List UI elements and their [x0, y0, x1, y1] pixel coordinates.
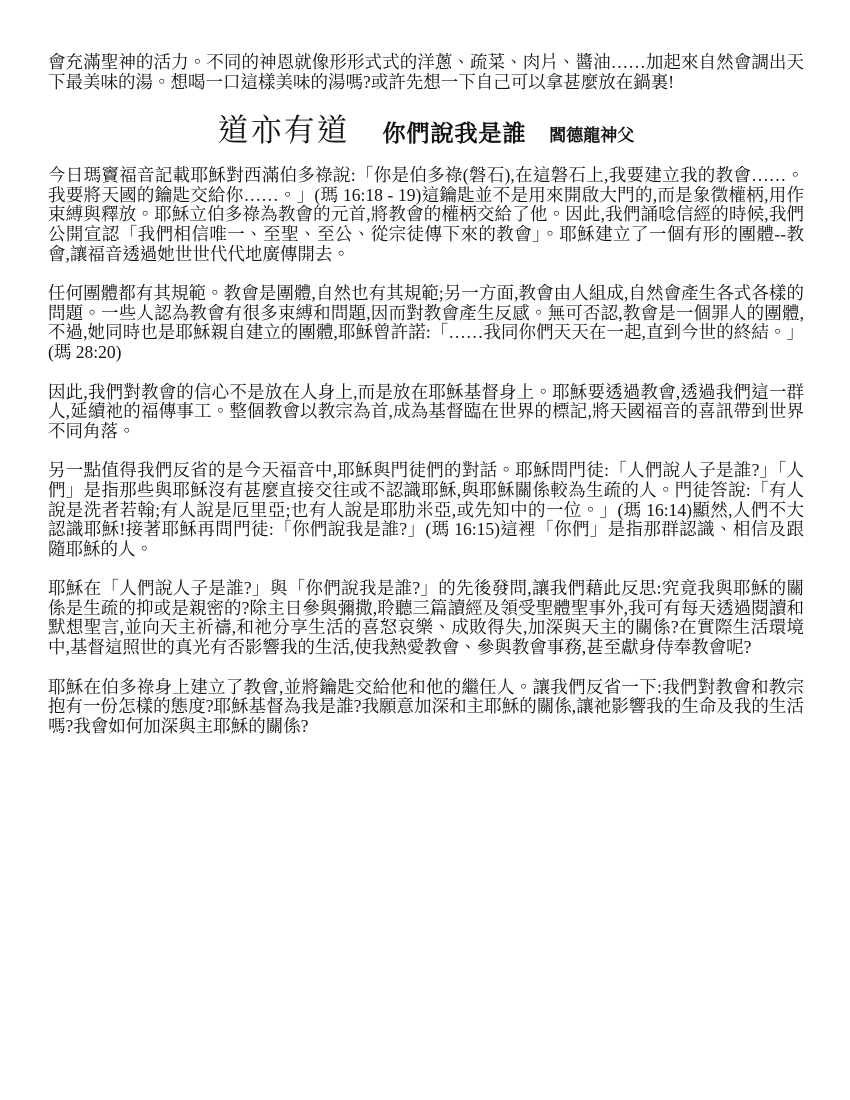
- article-paragraph-2: 任何團體都有其規範。教會是團體,自然也有其規範;另一方面,教會由人組成,自然會產生各式各樣的問題。一些人認為教會有很多束縛和問題,因而對教會產生反感。無可否認,教會是一個罪人的團體,不過,她同時也是耶穌親自建立的團體,耶穌曾許諾:「……我同你們天天在一起,直到今世的終結。」(瑪 28:20): [48, 283, 804, 362]
- article-subtitle: 你們說我是誰: [382, 121, 527, 147]
- article-title: 道亦有道: [217, 113, 350, 149]
- article-paragraph-4: 另一點值得我們反省的是今天福音中,耶穌與門徒們的對話。耶穌問門徒:「人們說人子是誰?」「人們」是指那些與耶穌沒有甚麼直接交往或不認識耶穌,與耶穌關係較為生疏的人。門徒答說:「有人說是洗者若翰;有人說是厄里亞;也有人說是耶肋米亞,或先知中的一位。」(瑪 16:14)顯然,人們不大認識耶穌!接著耶穌再問門徒:「你們說我是誰?」(瑪 16:15)這裡「你們」是指那群認識、相信及跟隨耶穌的人。: [48, 460, 804, 559]
- article-paragraph-6: 耶穌在伯多祿身上建立了教會,並將鑰匙交給他和他的繼任人。讓我們反省一下:我們對教會和教宗抱有一份怎樣的態度?耶穌基督為我是誰?我願意加深和主耶穌的關係,讓祂影響我的生命及我的生活嗎?我會如何加深與主耶穌的關係?: [48, 676, 804, 736]
- article-paragraph-5: 耶穌在「人們說人子是誰?」與「你們說我是誰?」的先後發問,讓我們藉此反思:究竟我與耶穌的關係是生疏的抑或是親密的?除主日參與彌撒,聆聽三篇讀經及領受聖體聖事外,我可有每天透過閱讀和默想聖言,並向天主祈禱,和祂分享生活的喜怒哀樂、成敗得失,加深與天主的關係?在實際生活環境中,基督這照世的真光有否影響我的生活,使我熱愛教會、參與教會事務,甚至獻身侍奉教會呢?: [48, 578, 804, 658]
- article-title-row: [48, 112, 804, 154]
- intro-paragraph: 會充滿聖神的活力。不同的神恩就像形形式式的洋蔥、疏菜、肉片、醬油……加起來自然會調出天下最美味的湯。想喝一口這樣美味的湯嗎?或許先想一下自己可以拿甚麼放在鍋裏!: [48, 52, 804, 92]
- article-author: 閻德龍神父: [549, 126, 635, 146]
- article-paragraph-3: 因此,我們對教會的信心不是放在人身上,而是放在耶穌基督身上。耶穌要透過教會,透過我們這一群人,延續祂的福傳事工。整個教會以教宗為首,成為基督臨在世界的標記,將天國福音的喜訊帶到世界不同角落。: [48, 381, 804, 441]
- article-paragraph-1: 今日瑪竇福音記載耶穌對西滿伯多祿說:「你是伯多祿(磐石),在這磐石上,我要建立我的教會……。我要將天國的鑰匙交給你……。」(瑪 16:18 - 19)這鑰匙並不是用來開啟大門的,而是象徵權柄,用作束縛與釋放。耶穌立伯多祿為教會的元首,將教會的權柄交給了他。因此,我們誦唸信經的時候,我們公開宣認「我們相信唯一、至聖、至公、從宗徒傳下來的教會」。耶穌建立了一個有形的團體--教會,讓福音透過她世世代代地廣傳開去。: [48, 165, 804, 264]
